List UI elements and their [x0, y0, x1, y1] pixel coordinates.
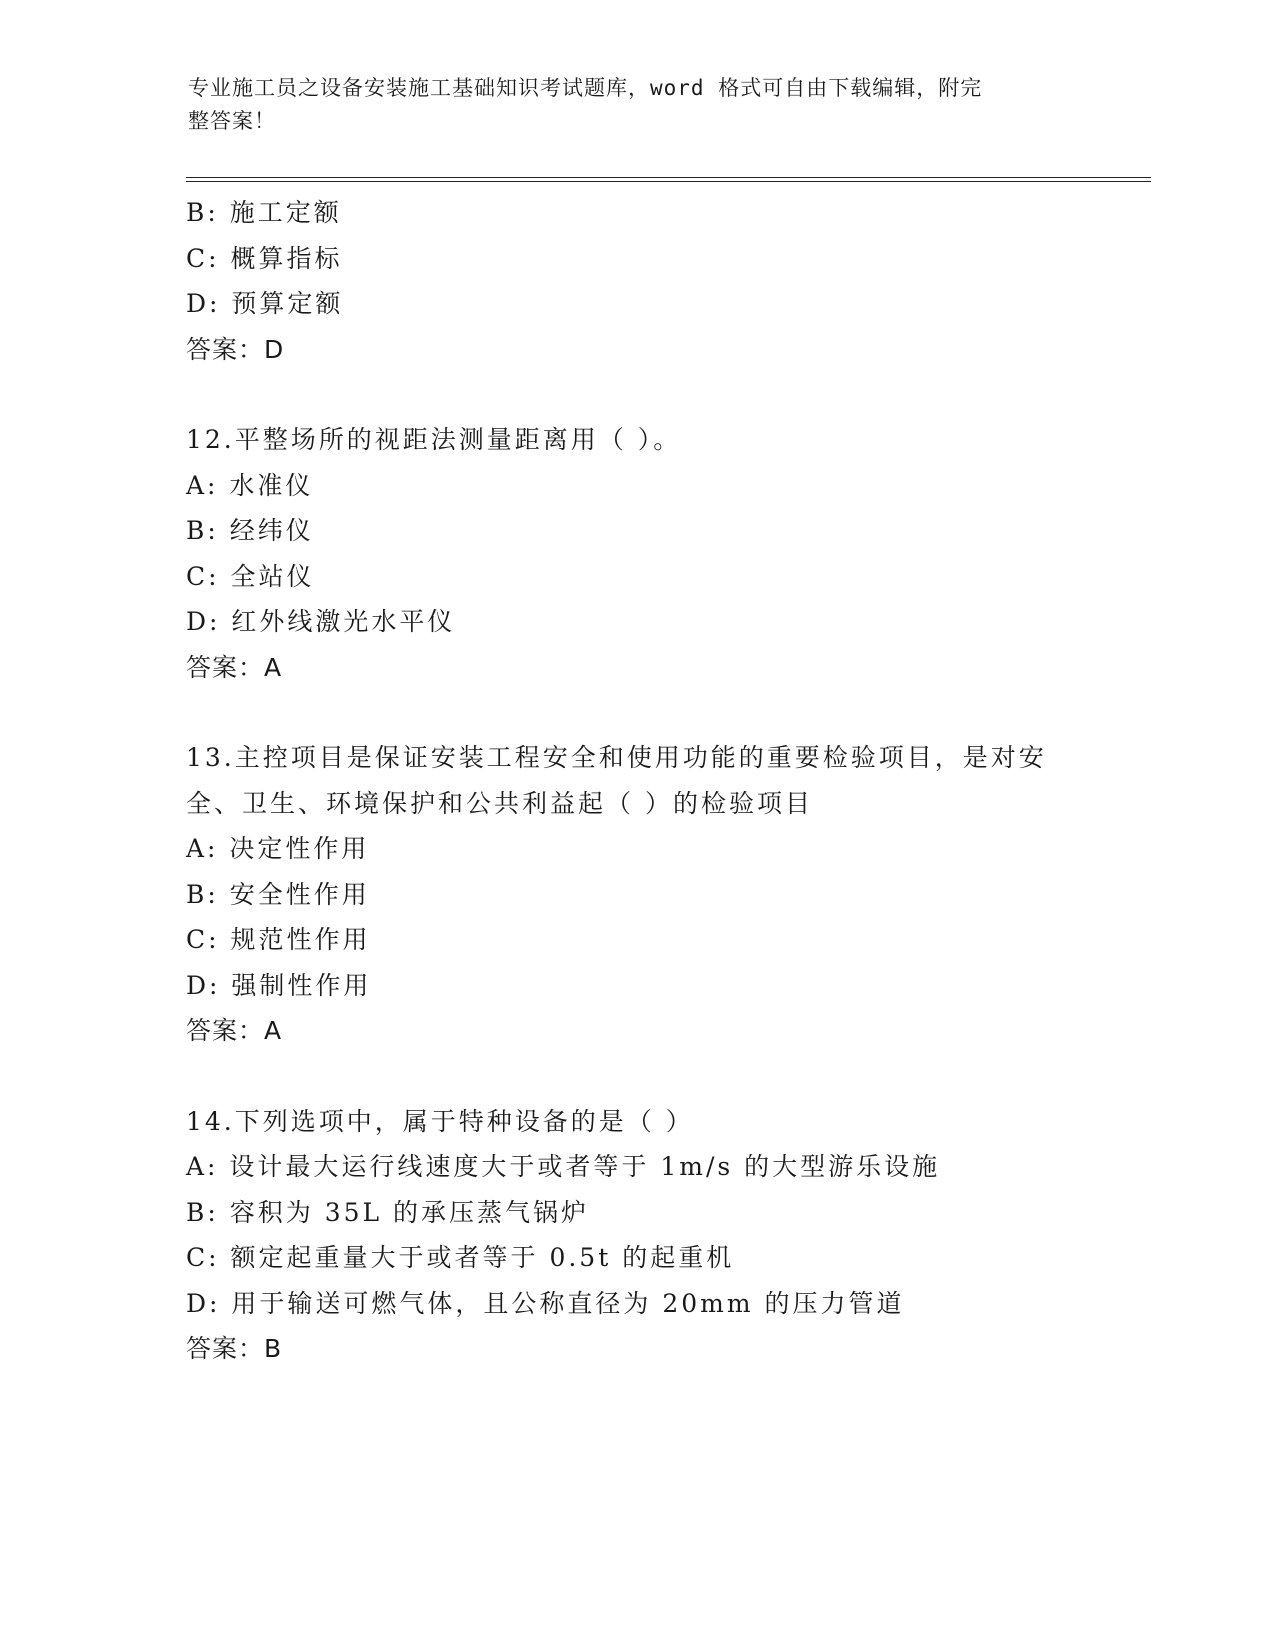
option-a: A: 水准仪 — [186, 470, 314, 500]
option-a: A: 决定性作用 — [186, 834, 370, 863]
question-11-continued — [186, 190, 1126, 372]
header-text-line-2: 整答案！ — [188, 109, 276, 133]
page-header — [188, 72, 1068, 138]
option-c: C: 概算指标 — [186, 243, 343, 273]
option-c: C: 规范性作用 — [186, 925, 371, 954]
option-c: C: 全站仪 — [186, 561, 315, 591]
option-b: B: 经纬仪 — [186, 516, 314, 545]
option-d: D: 预算定额 — [186, 289, 344, 318]
question-stem: 12.平整场所的视距法测量距离用（ ）。 — [186, 425, 682, 454]
header-text-line-1: 专业施工员之设备安装施工基础知识考试题库，word 格式可自由下载编辑，附完 — [188, 76, 983, 100]
option-a: A: 设计最大运行线速度大于或者等于 1m/s 的大型游乐设施 — [186, 1152, 941, 1181]
answer-line: 答案：B — [186, 1334, 283, 1363]
option-d: D: 强制性作用 — [186, 970, 372, 1000]
answer-line: 答案：A — [186, 1016, 283, 1045]
option-d: D: 用于输送可燃气体，且公称直径为 20mm 的压力管道 — [186, 1288, 905, 1318]
answer-line: 答案：A — [186, 652, 283, 682]
document-body — [186, 190, 1126, 1372]
option-b: B: 施工定额 — [186, 198, 342, 227]
question-stem-line-1: 13.主控项目是保证安装工程安全和使用功能的重要检验项目，是对安 — [186, 743, 1047, 772]
question-13 — [186, 735, 1126, 1054]
option-b: B: 安全性作用 — [186, 879, 370, 909]
question-14 — [186, 1099, 1126, 1372]
question-stem-line-2: 全、卫生、环境保护和公共利益起（ ）的检验项目 — [186, 788, 813, 818]
header-double-rule — [186, 177, 1151, 182]
question-12 — [186, 417, 1126, 690]
option-d: D: 红外线激光水平仪 — [186, 607, 456, 636]
answer-line: 答案：D — [186, 334, 285, 364]
question-stem: 14.下列选项中，属于特种设备的是（ ） — [186, 1106, 694, 1136]
option-b: B: 容积为 35L 的承压蒸气锅炉 — [186, 1197, 590, 1227]
option-c: C: 额定起重量大于或者等于 0.5t 的起重机 — [186, 1243, 735, 1272]
